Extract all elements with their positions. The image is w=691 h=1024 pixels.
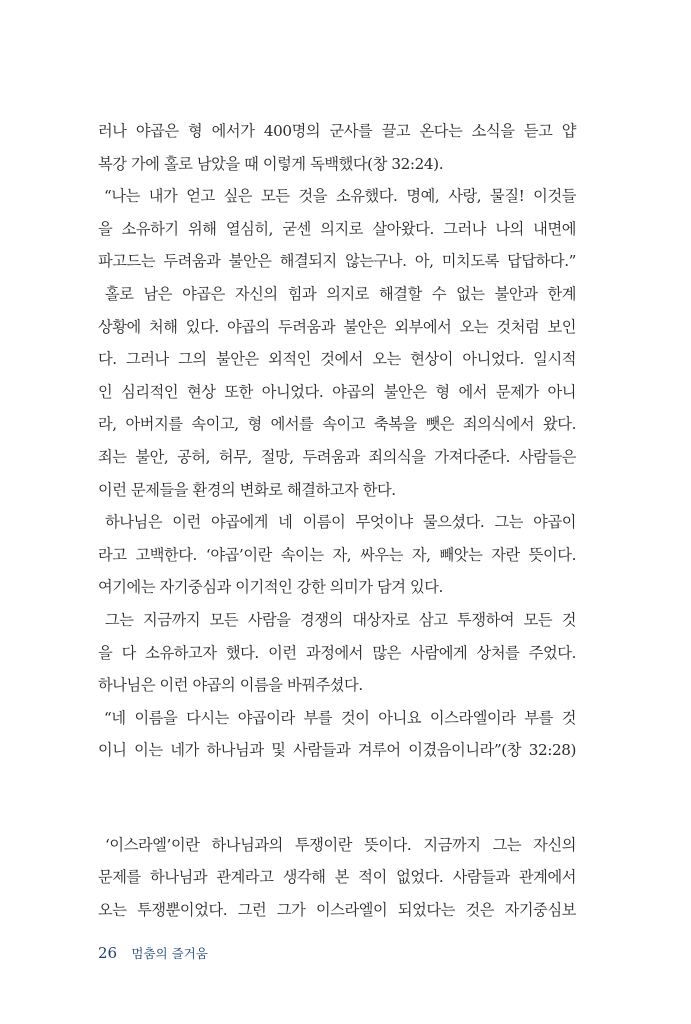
text-line: 다. 그러나 그의 불안은 외적인 것에서 오는 현상이 아니었다. 일시적: [98, 350, 576, 369]
text-line: 라, 아버지를 속이고, 형 에서를 속이고 축복을 뺏은 죄의식에서 왔다.: [98, 415, 576, 434]
text-line: 을 다 소유하고자 했다. 이런 과정에서 많은 사람에게 상처를 주었다.: [98, 643, 576, 662]
text-line: “네 이름을 다시는 야곱이라 부를 것이 아니요 이스라엘이라 부를 것: [104, 708, 576, 727]
text-line: 이런 문제들을 환경의 변화로 해결하고자 한다.: [98, 480, 396, 499]
page-number: 26: [98, 944, 118, 962]
text-line: 러나 야곱은 형 에서가 400명의 군사를 끌고 온다는 소식을 듣고 얍: [98, 122, 576, 140]
text-line: 라고 고백한다. ‘야곱’이란 속이는 자, 싸우는 자, 빼앗는 자란 뜻이다.: [98, 545, 576, 564]
body-text: [98, 115, 576, 927]
text-line: 문제를 하나님과 관계라고 생각해 본 적이 없었다. 사람들과 관계에서: [98, 868, 576, 887]
text-line: 그는 지금까지 모든 사람을 경쟁의 대상자로 삼고 투쟁하여 모든 것: [105, 610, 576, 629]
text-line: 죄는 불안, 공허, 허무, 절망, 두려움과 죄의식을 가져다준다. 사람들은: [98, 447, 576, 466]
text-line: 하나님은 이런 야곱의 이름을 바꿔주셨다.: [98, 676, 363, 695]
paragraph-gap: [98, 767, 576, 829]
text-line: 인 심리적인 현상 또한 아니었다. 야곱의 불안은 형 에서 문제가 아니: [98, 382, 576, 401]
text-line: 하나님은 이런 야곱에게 네 이름이 무엇이냐 물으셨다. 그는 야곱이: [105, 513, 576, 532]
text-line: “나는 내가 얻고 싶은 모든 것을 소유했다. 명예, 사랑, 물질! 이것들: [104, 187, 576, 206]
text-line: 을 소유하기 위해 열심히, 굳센 의지로 살아왔다. 그러나 나의 내면에: [98, 219, 576, 238]
text-line: 이니 이는 네가 하나님과 및 사람들과 겨루어 이겼음이니라”(창 32:28): [98, 741, 576, 760]
text-line: 파고드는 두려움과 불안은 해결되지 않는구나. 아, 미치도록 답답하다.”: [98, 252, 576, 271]
page-footer: [98, 944, 208, 962]
text-line: 홀로 남은 야곱은 자신의 힘과 의지로 해결할 수 없는 불안과 한계: [105, 284, 576, 303]
text-line: 복강 가에 홀로 남았을 때 이렇게 독백했다(창 32:24).: [98, 154, 444, 173]
text-line: 오는 투쟁뿐이었다. 그런 그가 이스라엘이 되었다는 것은 자기중심보: [98, 901, 576, 920]
running-title: 멈춤의 즐거움: [131, 946, 208, 961]
text-line: 상황에 처해 있다. 야곱의 두려움과 불안은 외부에서 오는 것처럼 보인: [98, 317, 576, 336]
text-line: 여기에는 자기중심과 이기적인 강한 의미가 담겨 있다.: [98, 578, 443, 597]
text-line: ‘이스라엘’이란 하나님과의 투쟁이란 뜻이다. 지금까지 그는 자신의: [105, 835, 576, 854]
